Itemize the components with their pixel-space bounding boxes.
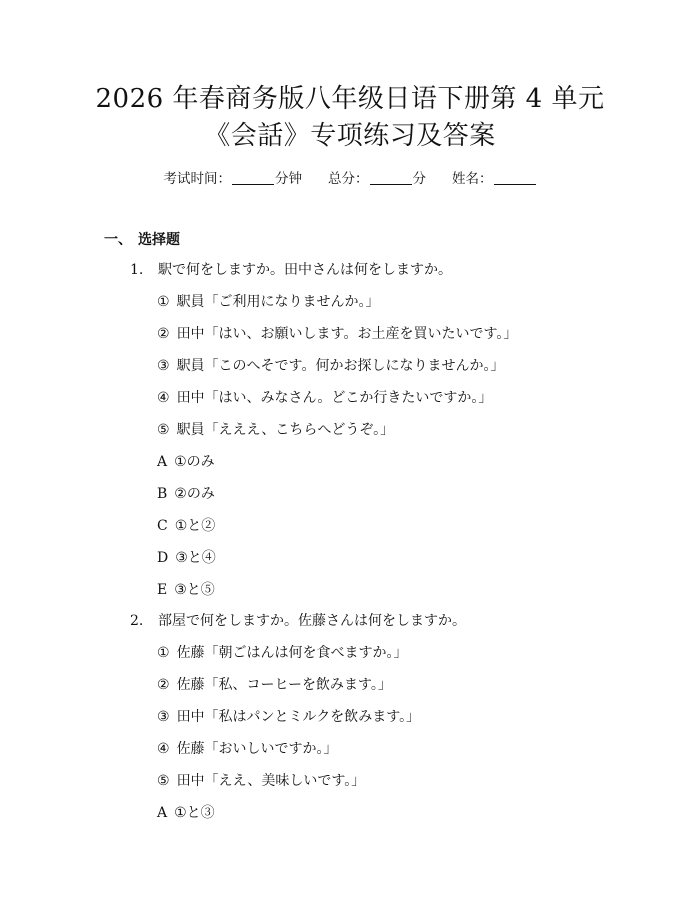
- option-letter: A: [157, 805, 168, 821]
- line-mark: ③: [157, 358, 170, 374]
- line-mark: ②: [157, 677, 170, 693]
- line-mark: ③: [157, 709, 170, 725]
- dialogue-line: [157, 388, 492, 408]
- line-text: 佐藤「私、コーヒーを飲みます。」: [176, 677, 392, 693]
- answer-option[interactable]: [157, 452, 215, 472]
- line-mark: ④: [157, 390, 170, 406]
- answer-option[interactable]: [157, 548, 216, 568]
- question-number: 2.: [130, 613, 144, 629]
- line-text: 駅員「ご利用になりませんか。」: [176, 294, 380, 310]
- time-label: 考试时间：: [163, 171, 231, 187]
- answer-option[interactable]: [157, 803, 215, 823]
- option-text: ③と⑤: [174, 582, 215, 598]
- dialogue-line: [157, 739, 338, 759]
- option-letter: E: [157, 582, 168, 598]
- score-label: 总分：: [328, 171, 369, 187]
- section-number: 一、: [104, 232, 132, 248]
- name-label: 姓名：: [452, 171, 493, 187]
- option-text: ①と③: [174, 805, 215, 821]
- line-mark: ①: [157, 294, 170, 310]
- line-mark: ⑤: [157, 773, 170, 789]
- dialogue-line: [157, 707, 420, 727]
- section-heading: [104, 230, 180, 250]
- line-text: 田中「ええ、美味しいです。」: [176, 773, 366, 789]
- dialogue-line: [157, 292, 380, 312]
- question-text: 駅で何をしますか。田中さんは何をしますか。: [158, 262, 452, 278]
- question-text: 部屋で何をしますか。佐藤さんは何をしますか。: [158, 613, 466, 629]
- score-blank: [370, 170, 412, 185]
- option-letter: B: [157, 486, 168, 502]
- option-text: ③と④: [175, 550, 216, 566]
- name-blank: [494, 170, 536, 185]
- option-letter: C: [157, 518, 168, 534]
- line-text: 佐藤「朝ごはんは何を食べますか。」: [176, 645, 408, 661]
- document-title-line-1: 2026 年春商务版八年级日语下册第 4 单元: [95, 84, 605, 114]
- document-title-line-2: 《会話》专项练习及答案: [204, 121, 496, 151]
- section-title: 选择题: [138, 232, 180, 248]
- line-mark: ②: [157, 326, 170, 342]
- line-text: 田中「はい、お願いします。お土産を買いたいです。」: [176, 326, 518, 342]
- line-mark: ⑤: [157, 422, 170, 438]
- line-mark: ①: [157, 645, 170, 661]
- answer-option[interactable]: [157, 484, 215, 504]
- exam-info-line: [0, 169, 700, 189]
- dialogue-line: [157, 324, 517, 344]
- line-text: 駅員「このへそです。何かお探しになりませんか。」: [176, 358, 505, 374]
- dialogue-line: [157, 356, 504, 376]
- line-text: 田中「はい、みなさん。どこか行きたいですか。」: [176, 390, 493, 406]
- score-unit: 分: [412, 171, 426, 187]
- answer-option[interactable]: [157, 516, 215, 536]
- question-1: [130, 260, 452, 280]
- line-mark: ④: [157, 741, 170, 757]
- option-text: ②のみ: [174, 486, 215, 502]
- line-text: 田中「私はパンとミルクを飲みます。」: [176, 709, 421, 725]
- answer-option[interactable]: [157, 580, 215, 600]
- option-letter: D: [157, 550, 169, 566]
- dialogue-line: [157, 643, 408, 663]
- line-text: 駅員「えええ、こちらへどうぞ。」: [176, 422, 395, 438]
- dialogue-line: [157, 771, 365, 791]
- time-unit: 分钟: [275, 171, 302, 187]
- option-text: ①と②: [174, 518, 216, 534]
- time-blank: [232, 170, 274, 185]
- dialogue-line: [157, 675, 392, 695]
- line-text: 佐藤「おいしいですか。」: [176, 741, 338, 757]
- question-2: [130, 611, 466, 631]
- option-text: ①のみ: [174, 454, 215, 470]
- option-letter: A: [157, 454, 168, 470]
- question-number: 1.: [130, 262, 144, 278]
- dialogue-line: [157, 420, 394, 440]
